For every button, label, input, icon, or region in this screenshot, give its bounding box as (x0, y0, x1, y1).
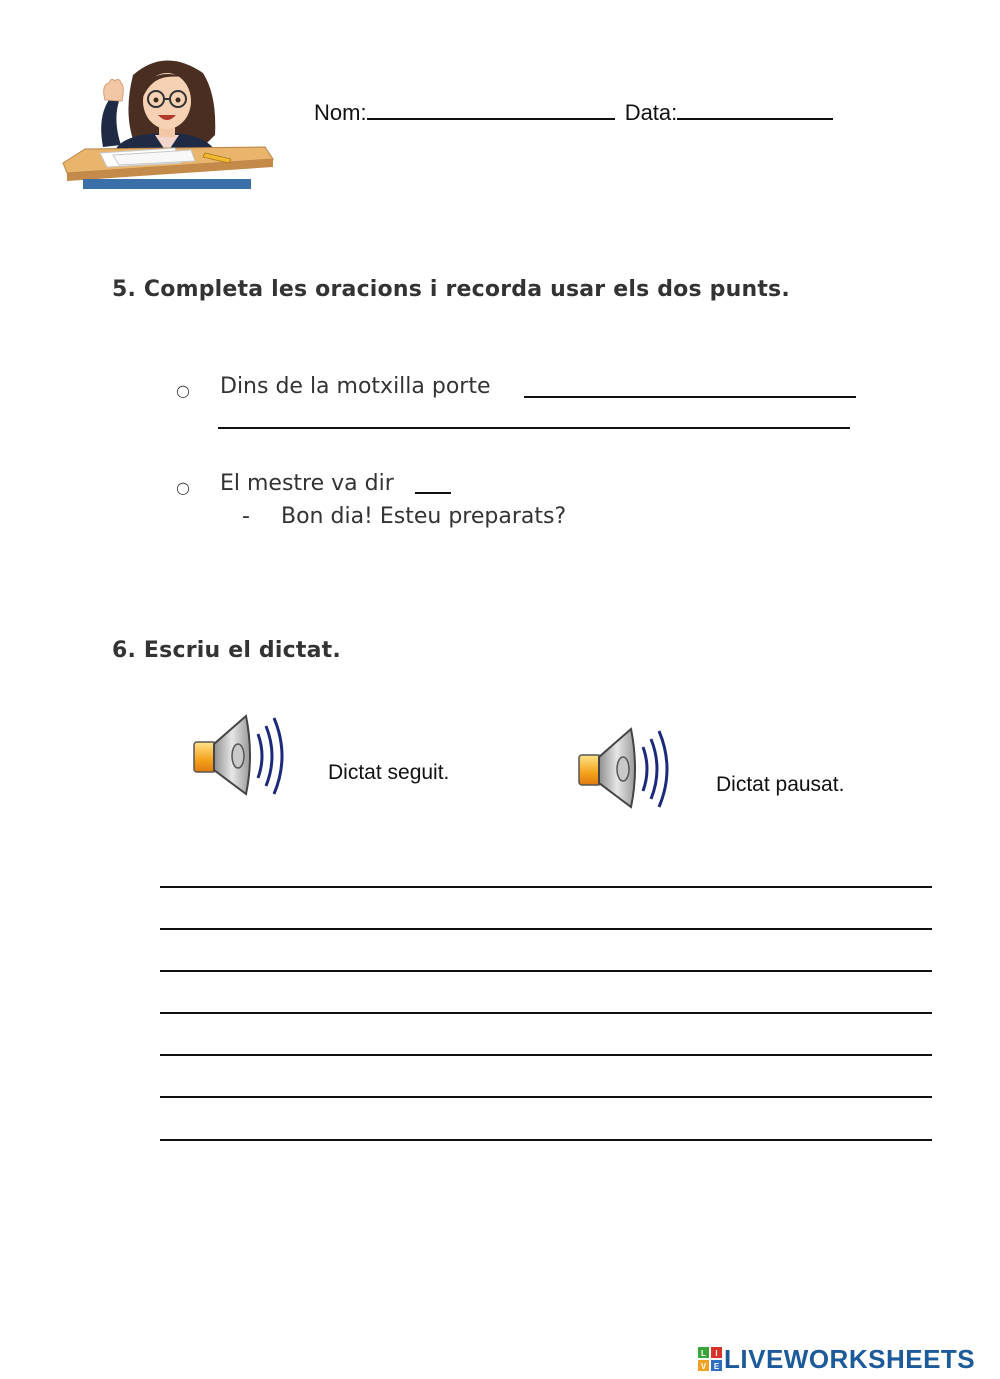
audio-label-paused: Dictat pausat. (716, 773, 845, 796)
writing-line[interactable] (160, 1054, 932, 1056)
writing-line[interactable] (160, 928, 932, 930)
dialogue-text: Bon dia! Esteu preparats? (281, 504, 567, 529)
sentence-2-text: El mestre va dir (220, 471, 394, 496)
writing-line[interactable] (160, 886, 932, 888)
writing-line[interactable] (160, 1012, 932, 1014)
sentence-2-blank[interactable] (415, 492, 451, 494)
speaker-icon[interactable] (192, 710, 292, 800)
sentence-1-blank-continued[interactable] (218, 427, 850, 429)
name-field-blank[interactable] (367, 118, 615, 120)
writing-line[interactable] (160, 1139, 932, 1141)
audio-label-continuous: Dictat seguit. (328, 761, 450, 784)
bullet-icon: ○ (176, 478, 190, 497)
exercise-5-title: 5. Completa les oracions i recorda usar els dos punts. (112, 277, 790, 302)
svg-text:V: V (700, 1362, 707, 1371)
bullet-icon: ○ (176, 381, 190, 400)
date-label: Data: (624, 100, 678, 125)
header-fields (314, 100, 833, 126)
sentence-1-text: Dins de la motxilla porte (220, 374, 491, 399)
exercise-6-title: 6. Escriu el dictat. (112, 638, 341, 663)
liveworksheets-logo (698, 1344, 975, 1374)
liveworksheets-brand-text: LIVEWORKSHEETS (724, 1343, 976, 1374)
writing-line[interactable] (160, 1096, 932, 1098)
name-label: Nom: (314, 100, 367, 125)
writing-line[interactable] (160, 970, 932, 972)
dialogue-dash: - (242, 504, 250, 529)
svg-text:E: E (713, 1362, 720, 1371)
svg-text:I: I (715, 1349, 718, 1358)
date-field-blank[interactable] (677, 118, 833, 120)
liveworksheets-logo-tiles-icon (698, 1347, 722, 1371)
svg-text:L: L (701, 1349, 706, 1358)
speaker-icon[interactable] (577, 723, 677, 813)
sentence-1-blank[interactable] (524, 396, 856, 398)
teacher-avatar-illustration (55, 55, 280, 195)
